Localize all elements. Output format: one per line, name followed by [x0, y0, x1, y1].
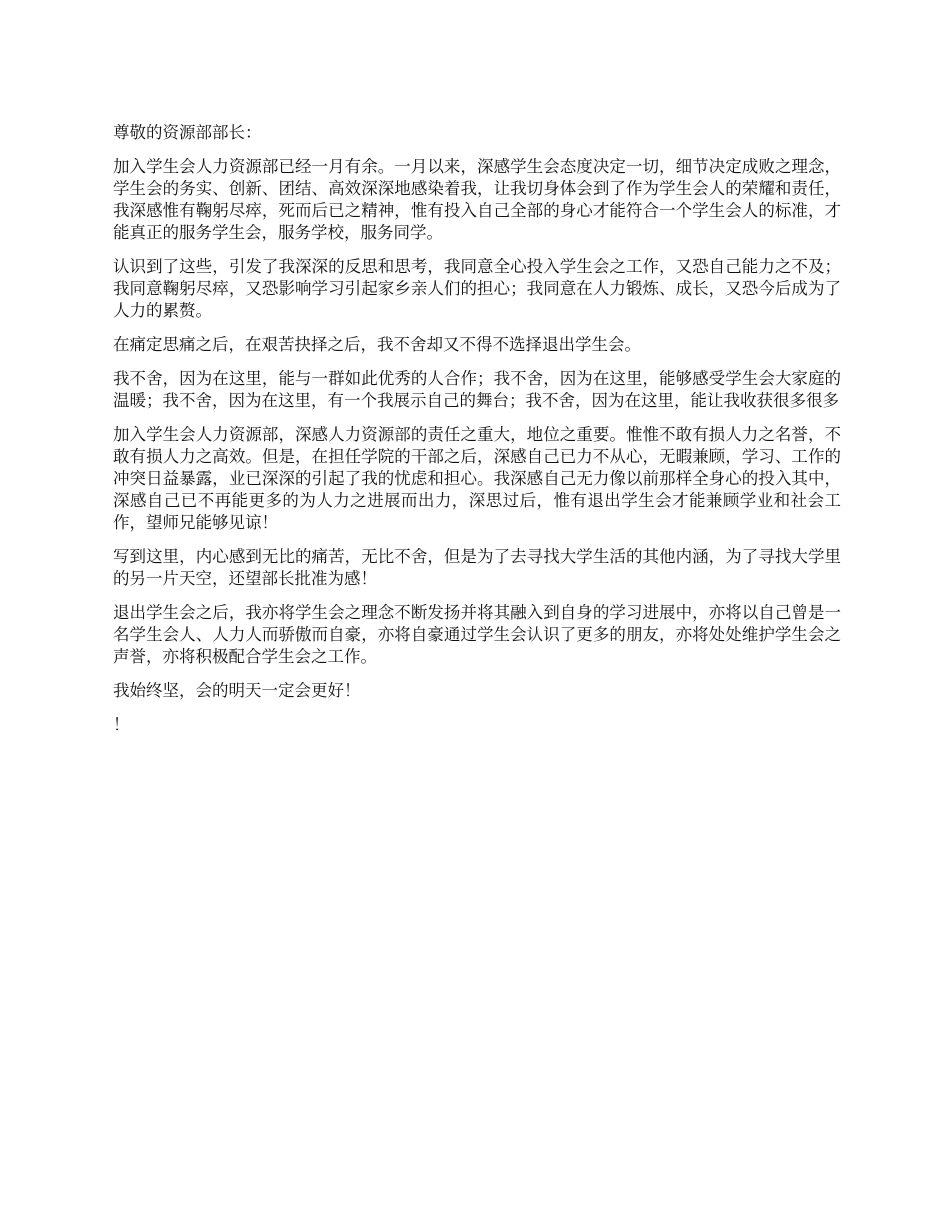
- paragraph-request: 写到这里，内心感到无比的痛苦，无比不舍，但是为了去寻找大学生活的其他内涵，为了寻找大学里的另一片天空，还望部长批准为感！: [113, 547, 841, 588]
- paragraph-intro: 加入学生会人力资源部已经一月有余。一月以来，深感学生会态度决定一切，细节决定成败之理念，学生会的务实、创新、团结、高效深深地感染着我，让我切身体会到了作为学生会人的荣耀和责任，我深感惟有鞠躬尽瘁，死而后已之精神，惟有投入自己全部的身心才能符合一个学生会人的标准，才能真正的服务学生会，服务学校，服务同学。: [113, 157, 841, 242]
- paragraph-commitment: 退出学生会之后，我亦将学生会之理念不断发扬并将其融入到自身的学习进展中，亦将以自己曾是一名学生会人、人力人而骄傲而自豪，亦将自豪通过学生会认识了更多的朋友，亦将处处维护学生会之声誉，亦将积极配合学生会之工作。: [113, 603, 841, 666]
- paragraph-closing: 我始终坚，会的明天一定会更好！: [113, 681, 361, 700]
- salutation: 尊敬的资源部部长：: [113, 123, 262, 142]
- paragraph-decision: 在痛定思痛之后，在艰苦抉择之后，我不舍却又不得不选择退出学生会。: [113, 335, 641, 354]
- document-body: [113, 122, 841, 748]
- paragraph-reason: 加入学生会人力资源部，深感人力资源部的责任之重大，地位之重要。惟惟不敢有损人力之名誉，不敢有损人力之高效。但是，在担任学院的干部之后，深感自己已力不从心，无暇兼顾，学习、工作的冲突日益暴露，业已深深的引起了我的忧虑和担心。我深感自己无力像以前那样全身心的投入其中，深感自己已不再能更多的为人力之进展而出力，深思过后，惟有退出学生会才能兼顾学业和社会工作，望师兄能够见谅！: [113, 425, 841, 532]
- paragraph-reluctance: 我不舍，因为在这里，能与一群如此优秀的人合作；我不舍，因为在这里，能够感受学生会大家庭的温暖；我不舍，因为在这里，有一个我展示自己的舞台；我不舍，因为在这里，能让我收获很多很多: [113, 369, 841, 410]
- paragraph-reflection: 认识到了这些，引发了我深深的反思和思考，我同意全心投入学生会之工作，又恐自己能力之不及；我同意鞠躬尽瘁，又恐影响学习引起家乡亲人们的担心；我同意在人力锻炼、成长，又恐今后成为了人力的累赘。: [113, 257, 841, 320]
- paragraph-final-mark: ！: [113, 715, 130, 734]
